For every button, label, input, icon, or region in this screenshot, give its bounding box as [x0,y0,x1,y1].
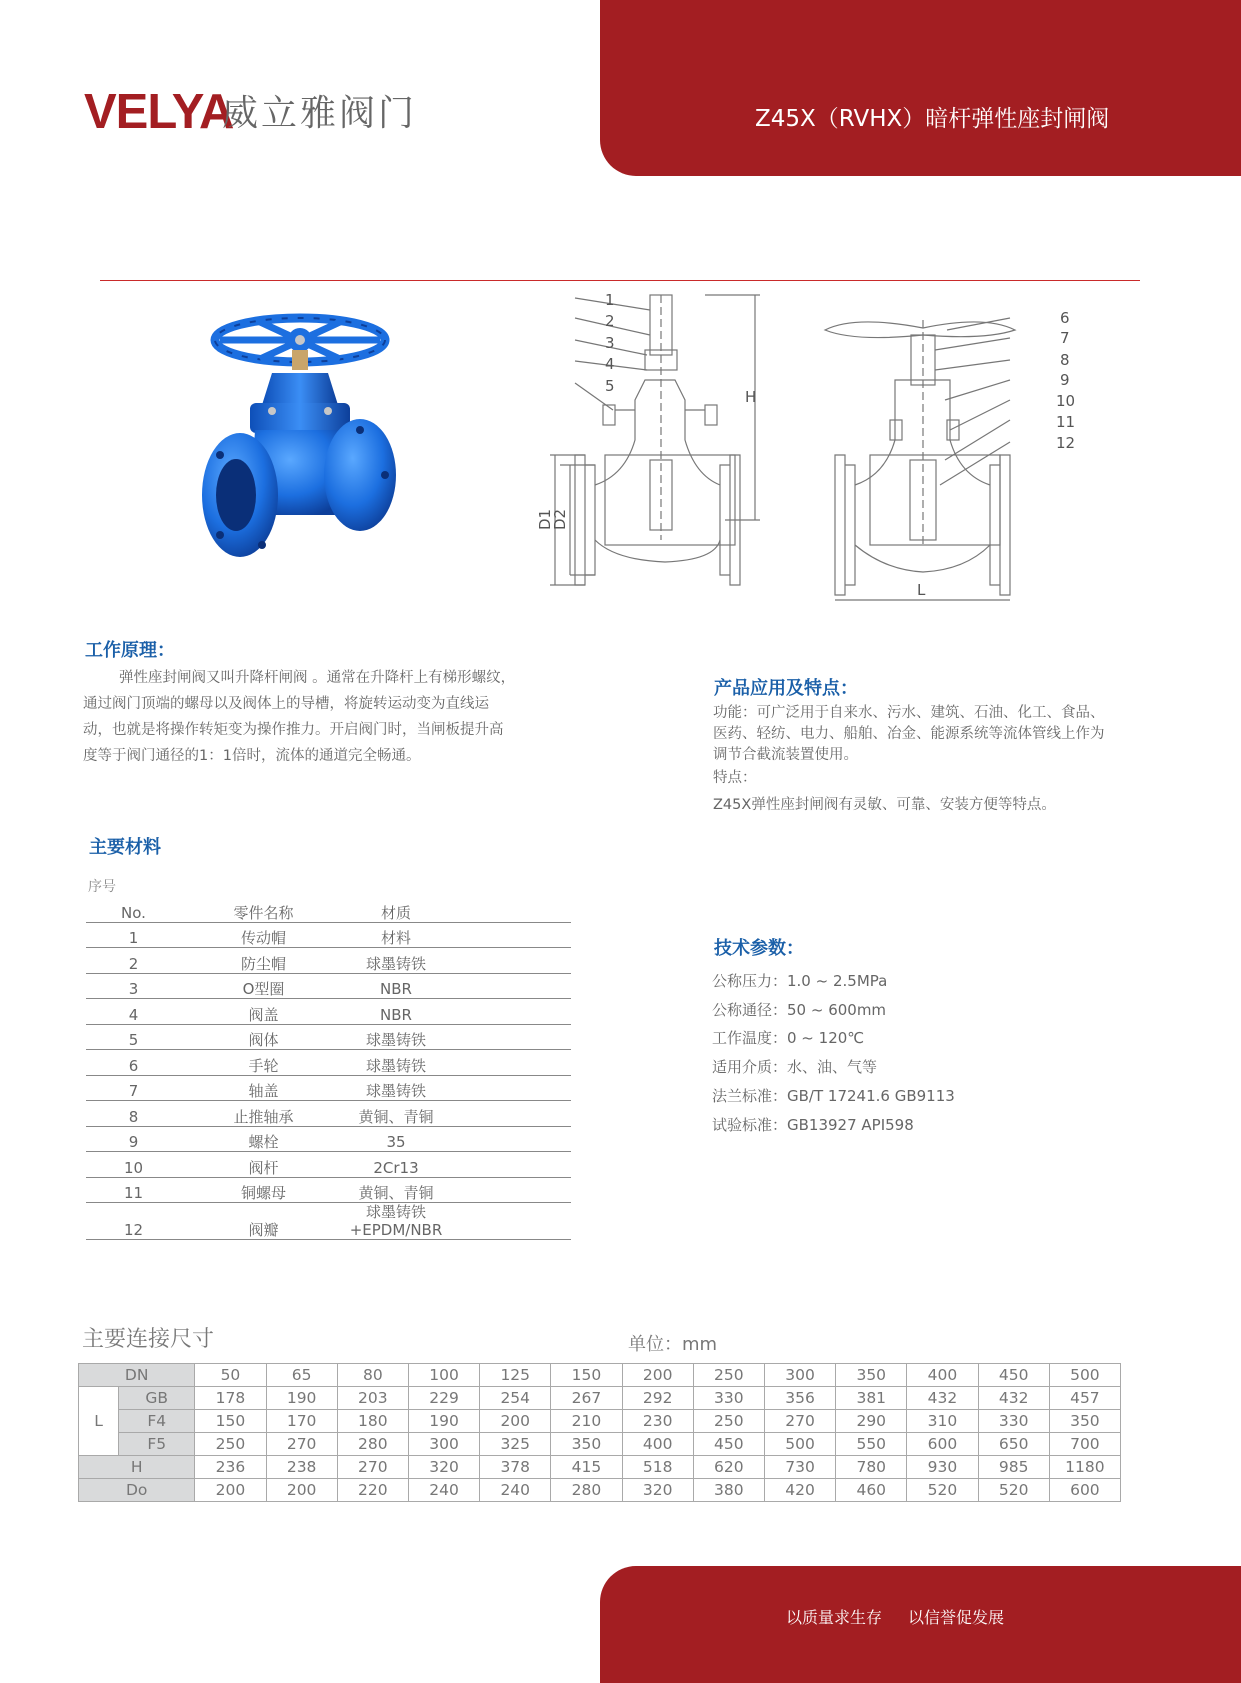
params-list [712,967,955,1139]
callout-1: 1 [605,291,615,309]
cell: 210 [551,1410,622,1433]
svg-text:12 [1056,434,1075,452]
cell: 985 [978,1456,1049,1479]
cell-no: 2 [86,948,181,974]
callout-11: 11 [1056,413,1076,431]
application-line: Z45X弹性座封闸阀有灵敏、可靠、安装方便等特点。 [713,797,1056,813]
cell: 520 [907,1479,978,1502]
table-row [86,973,571,999]
cell: 125 [480,1364,551,1387]
cell: 190 [408,1410,479,1433]
principle-text [83,665,583,769]
cell-part: 轴盖 [181,1075,346,1101]
cell: 518 [622,1456,693,1479]
principle-title: 工作原理： [85,640,175,661]
slogan-1: 以质量求生存 [786,1608,883,1627]
cell: 550 [836,1433,907,1456]
footer-slogan [786,1606,1030,1630]
table-row [86,1152,571,1178]
param-row: 试验标准：GB13927 API598 [712,1115,914,1134]
table-row [86,1101,571,1127]
table-row [86,948,571,974]
cell: 350 [836,1364,907,1387]
header-band [600,0,1241,176]
cell-part: O型圈 [181,973,346,999]
cell-part: 阀盖 [181,999,346,1025]
cell: 300 [408,1433,479,1456]
cell-material: 35 [346,1126,446,1152]
cell-material: 黄铜、青铜 [346,1177,446,1203]
cell: 270 [337,1456,408,1479]
cell-part: 止推轴承 [181,1101,346,1127]
cell: 280 [337,1433,408,1456]
row-h [79,1456,1121,1479]
application-title: 产品应用及特点： [714,678,858,699]
cell: 300 [764,1364,835,1387]
param-row: 适用介质：水、油、气等 [712,1058,878,1077]
cell: 250 [693,1410,764,1433]
svg-text:11 [1056,413,1075,431]
cell: 457 [1049,1387,1120,1410]
cell: 229 [408,1387,479,1410]
cell: 270 [764,1410,835,1433]
product-title: Z45X（RVHX）暗杆弹性座封闸阀 [755,106,1110,132]
svg-text:2 [605,312,615,330]
cell-part: 螺栓 [181,1126,346,1152]
callout-6: 6 [1060,309,1070,327]
row-f5 [79,1433,1121,1456]
application-line: 特点： [713,770,757,786]
svg-text:4 [605,355,615,373]
row-do [79,1479,1121,1502]
svg-text:8 [1060,351,1070,369]
cell: 150 [195,1410,266,1433]
materials-caption: 序号 [88,879,116,895]
callout-7: 7 [1060,329,1070,347]
cell: 50 [195,1364,266,1387]
svg-text:7 [1060,329,1070,347]
cell-no: 6 [86,1050,181,1076]
cell-part: 铜螺母 [181,1177,346,1203]
table-row [86,1203,571,1240]
cell: 203 [337,1387,408,1410]
cell: 320 [622,1479,693,1502]
cell: 415 [551,1456,622,1479]
cell: 230 [622,1410,693,1433]
table-row [86,1024,571,1050]
cell: 200 [195,1479,266,1502]
cell: 220 [337,1479,408,1502]
cell-material: 黄铜、青铜 [346,1101,446,1127]
cell: 1180 [1049,1456,1120,1479]
table-row [86,1126,571,1152]
cell: 325 [480,1433,551,1456]
cell: 330 [693,1387,764,1410]
do-label: Do [79,1479,195,1502]
svg-text:6 [1060,309,1070,327]
table-row [86,1050,571,1076]
col-header: No. [86,897,181,922]
cell: 170 [266,1410,337,1433]
cell-part: 手轮 [181,1050,346,1076]
application-text [713,703,1193,816]
col-header: 零件名称 [181,897,346,922]
table-row [86,922,571,948]
svg-text:5 [605,377,615,395]
cell: 100 [408,1364,479,1387]
cell: 238 [266,1456,337,1479]
cell-part: 阀瓣 [181,1203,346,1240]
cell-material: 2Cr13 [346,1152,446,1178]
callout-2: 2 [605,312,615,330]
gb-label: GB [119,1387,195,1410]
callout-12: 12 [1056,434,1076,452]
cell-material: 材料 [346,922,446,948]
cell: 80 [337,1364,408,1387]
cell: 600 [1049,1479,1120,1502]
param-row: 工作温度：0 ~ 120℃ [712,1029,865,1048]
f5-label: F5 [119,1433,195,1456]
cell: 380 [693,1479,764,1502]
cell: 267 [551,1387,622,1410]
cell-no: 9 [86,1126,181,1152]
cell: 270 [266,1433,337,1456]
row-dn [79,1364,1121,1387]
cell-part: 阀杆 [181,1152,346,1178]
f4-label: F4 [119,1410,195,1433]
cell-no: 4 [86,999,181,1025]
cell: 350 [551,1433,622,1456]
brand-logo: VELYA [84,85,234,139]
cell: 200 [480,1410,551,1433]
cell-part: 传动帽 [181,922,346,948]
cell-material: 球墨铸铁 [346,1024,446,1050]
cell: 180 [337,1410,408,1433]
callout-5: 5 [605,377,615,395]
cell: 400 [907,1364,978,1387]
param-row: 公称压力：1.0 ~ 2.5MPa [712,972,888,990]
dim-h-label: H [745,388,757,406]
cell: 250 [693,1364,764,1387]
slogan-2: 以信誉促发展 [908,1608,1005,1627]
row-gb [79,1387,1121,1410]
materials-title: 主要材料 [89,837,161,858]
materials-header-row [86,897,571,922]
cell: 190 [266,1387,337,1410]
cell: 700 [1049,1433,1120,1456]
cell: 150 [551,1364,622,1387]
cell: 280 [551,1479,622,1502]
cell: 356 [764,1387,835,1410]
table-row [86,1075,571,1101]
cell-no: 1 [86,922,181,948]
cell: 930 [907,1456,978,1479]
cell: 730 [764,1456,835,1479]
cell: 310 [907,1410,978,1433]
svg-text:1 [605,291,615,309]
dimensions-unit: 单位：mm [628,1334,718,1355]
cell-part: 防尘帽 [181,948,346,974]
cell: 65 [266,1364,337,1387]
cell: 450 [693,1433,764,1456]
materials-table [86,897,571,1240]
param-row: 法兰标准：GB/T 17241.6 GB9113 [712,1086,955,1105]
col-header: 材质 [346,897,446,922]
dim-l-label: L [917,581,926,599]
cell: 381 [836,1387,907,1410]
principle-line: 通过阀门顶端的螺母以及阀体上的导槽，将旋转运动变为直线运 [83,696,489,712]
cell-no: 3 [86,973,181,999]
cell-no: 12 [86,1203,181,1240]
callout-10: 10 [1056,392,1076,410]
application-line: 调节合截流装置使用。 [713,747,858,763]
cell: 450 [978,1364,1049,1387]
application-line: 医药、轻纺、电力、船舶、冶金、能源系统等流体管线上作为 [713,726,1105,742]
callout-4: 4 [605,355,615,373]
principle-line: 动，也就是将操作转矩变为操作推力。开启阀门时，当闸板提升高 [83,722,504,738]
callout-8: 8 [1060,351,1070,369]
cell-material: 球墨铸铁 [346,1050,446,1076]
dn-label: DN [79,1364,195,1387]
svg-text:D2 [551,509,569,530]
cell: 600 [907,1433,978,1456]
h-label: H [79,1456,195,1479]
application-line: 功能：可广泛用于自来水、污水、建筑、石油、化工、食品、 [713,705,1105,721]
svg-text:10 [1056,392,1075,410]
table-row [86,999,571,1025]
cell: 432 [978,1387,1049,1410]
cell: 650 [978,1433,1049,1456]
svg-text:3 [605,334,615,352]
cell: 432 [907,1387,978,1410]
cell: 378 [480,1456,551,1479]
cell: 236 [195,1456,266,1479]
cell-no: 5 [86,1024,181,1050]
cell-part: 阀体 [181,1024,346,1050]
valve-section-drawing [536,290,1076,605]
cell-no: 11 [86,1177,181,1203]
principle-line: 弹性座封闸阀又叫升降杆闸阀 。通常在升降杆上有梯形螺纹， [119,670,516,686]
cell: 250 [195,1433,266,1456]
cell-material: 球墨铸铁+EPDM/NBR [349,1203,443,1239]
cell-material: NBR [346,973,446,999]
cell: 780 [836,1456,907,1479]
cell: 254 [480,1387,551,1410]
cell: 240 [408,1479,479,1502]
cell-no: 10 [86,1152,181,1178]
principle-line: 度等于阀门通径的1：1倍时，流体的通道完全畅通。 [83,748,421,764]
brand-name-cn: 威立雅阀门 [222,93,418,134]
callout-3: 3 [605,334,615,352]
valve-photo [200,315,400,590]
header-divider [100,280,1140,281]
dimensions-title: 主要连接尺寸 [82,1327,215,1352]
cell: 500 [764,1433,835,1456]
dimensions-table [78,1363,1121,1502]
cell: 350 [1049,1410,1120,1433]
l-label: L [79,1387,119,1456]
cell-no: 7 [86,1075,181,1101]
cell-material: NBR [346,999,446,1025]
cell: 460 [836,1479,907,1502]
callout-9: 9 [1060,371,1070,389]
cell: 200 [622,1364,693,1387]
row-f4 [79,1410,1121,1433]
dim-d1-label: D1 [536,508,554,530]
cell: 320 [408,1456,479,1479]
dim-d2-label: D2 [551,508,569,530]
svg-text:9 [1060,371,1070,389]
cell: 200 [266,1479,337,1502]
cell: 420 [764,1479,835,1502]
cell: 290 [836,1410,907,1433]
svg-text:L [917,581,926,599]
cell-no: 8 [86,1101,181,1127]
cell: 500 [1049,1364,1120,1387]
cell-material: 球墨铸铁 [346,1075,446,1101]
param-row: 公称通径：50 ~ 600mm [712,1000,887,1019]
cell: 520 [978,1479,1049,1502]
params-title: 技术参数： [714,938,804,959]
cell: 292 [622,1387,693,1410]
cell: 330 [978,1410,1049,1433]
cell: 400 [622,1433,693,1456]
table-row [86,1177,571,1203]
cell: 240 [480,1479,551,1502]
cell: 178 [195,1387,266,1410]
cell-material: 球墨铸铁 [346,948,446,974]
cell: 620 [693,1456,764,1479]
svg-text:H [745,388,756,406]
